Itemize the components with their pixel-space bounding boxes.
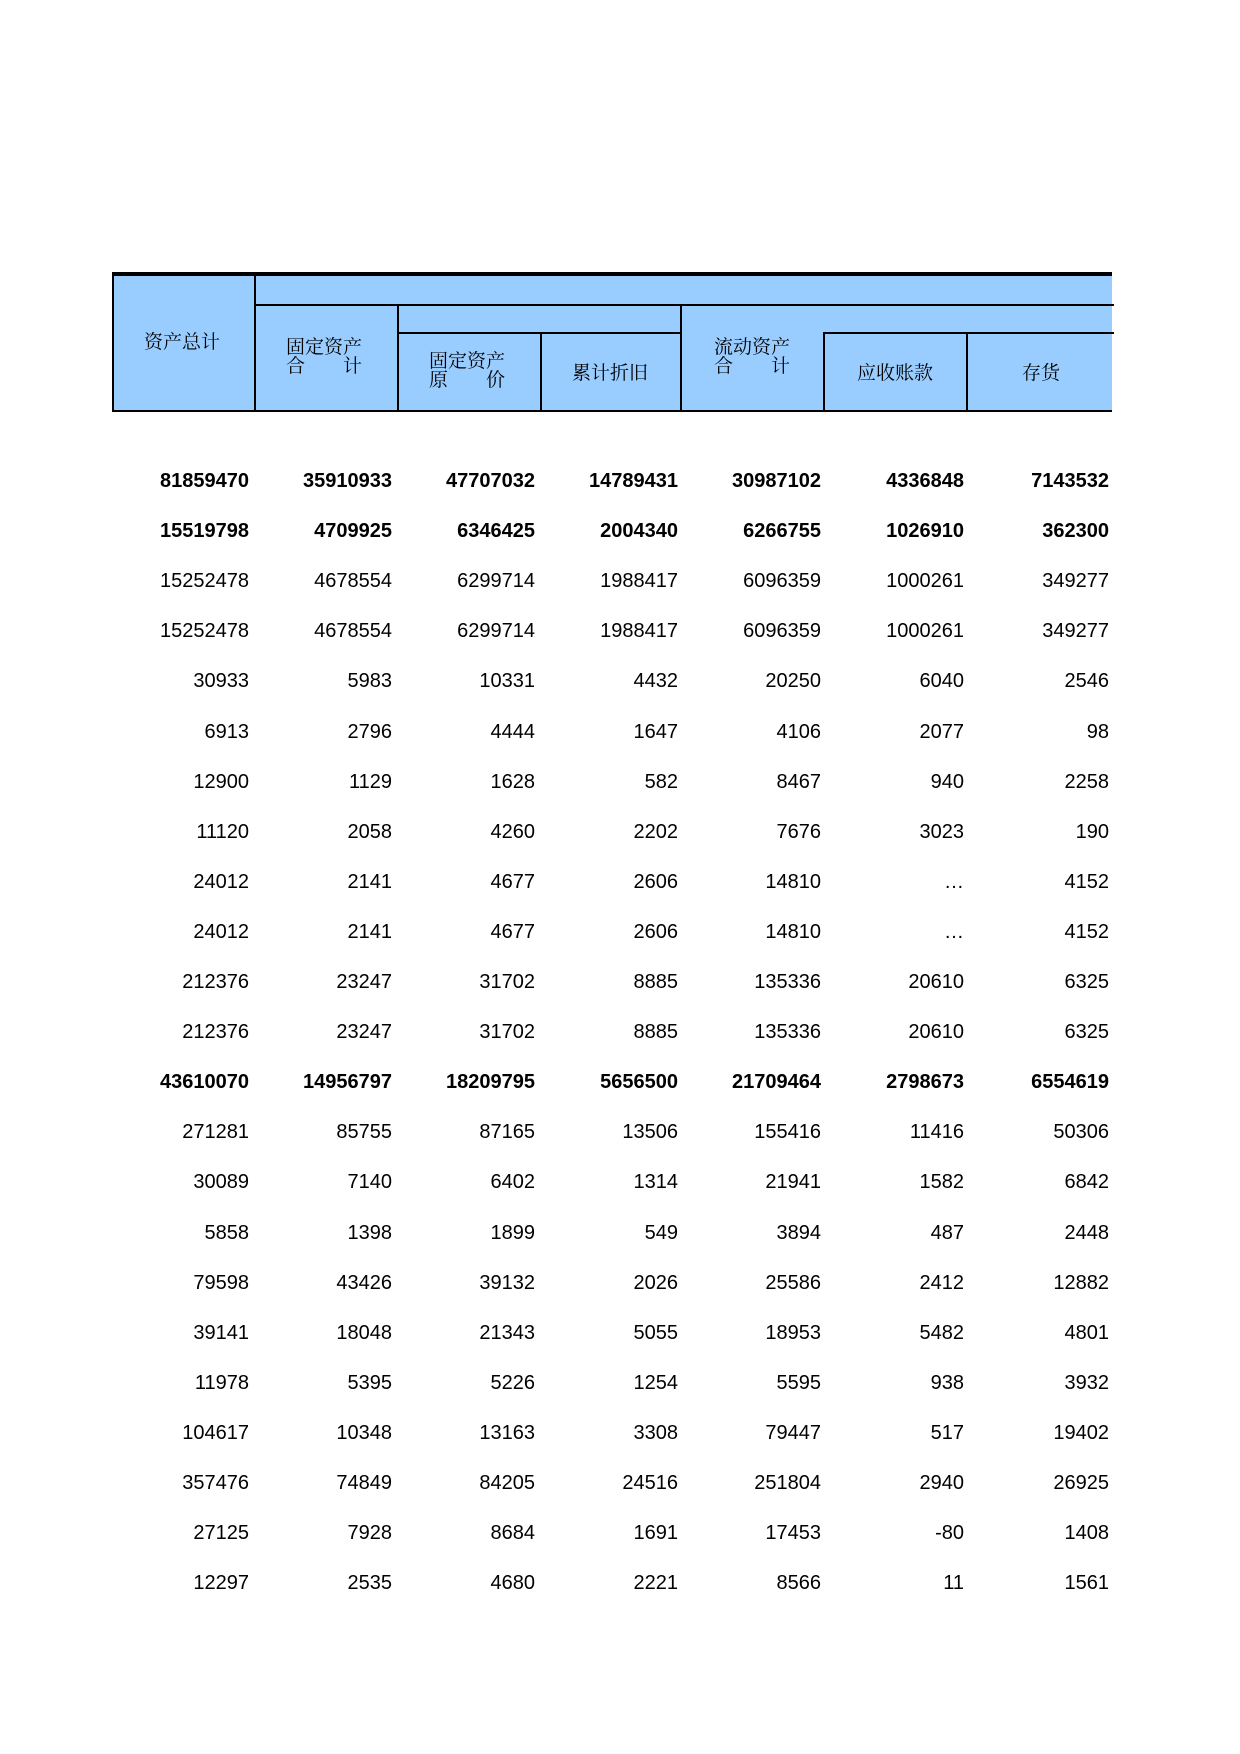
cell-accounts-receivable: 1000261 xyxy=(886,570,964,593)
cell-fixed-assets-original: 4444 xyxy=(490,720,535,743)
cell-inventory: 349277 xyxy=(1042,620,1109,643)
table-row xyxy=(112,506,1112,556)
cell-accounts-receivable: -80 xyxy=(935,1522,964,1545)
cell-current-assets-total: 14810 xyxy=(765,870,821,893)
cell-accounts-receivable: 487 xyxy=(930,1221,964,1244)
cell-accumulated-depreciation: 1314 xyxy=(633,1171,678,1194)
table-row xyxy=(112,1308,1112,1358)
cell-accounts-receivable: … xyxy=(944,920,964,943)
cell-fixed-assets-total: 2141 xyxy=(347,870,392,893)
header-inventory: 存货 xyxy=(1022,362,1061,384)
table-row xyxy=(112,1157,1112,1207)
cell-fixed-assets-total: 23247 xyxy=(336,971,392,993)
cell-accumulated-depreciation: 2221 xyxy=(633,1572,678,1595)
header-current-assets-total-line1: 流动资产 xyxy=(714,336,791,358)
cell-current-assets-total: 4106 xyxy=(776,720,821,743)
cell-total-assets: 104617 xyxy=(182,1421,249,1444)
cell-total-assets: 6913 xyxy=(204,720,249,743)
cell-accounts-receivable: 517 xyxy=(930,1421,964,1444)
cell-fixed-assets-total: 7928 xyxy=(347,1522,392,1545)
cell-total-assets: 30933 xyxy=(193,670,249,693)
cell-accounts-receivable: 2412 xyxy=(919,1271,964,1294)
table-row xyxy=(112,656,1112,706)
cell-current-assets-total: 6096359 xyxy=(743,620,821,643)
table-row xyxy=(112,707,1112,757)
cell-current-assets-total: 7676 xyxy=(776,820,821,843)
table-row xyxy=(112,907,1112,957)
cell-accumulated-depreciation: 5656500 xyxy=(600,1071,678,1094)
cell-total-assets: 39141 xyxy=(193,1321,249,1344)
table-header xyxy=(112,272,1112,412)
cell-current-assets-total: 135336 xyxy=(754,1021,821,1044)
cell-fixed-assets-total: 14956797 xyxy=(303,1071,392,1094)
header-fixed-assets-original-line2: 原 价 xyxy=(429,369,506,391)
cell-fixed-assets-original: 6299714 xyxy=(457,620,535,643)
table-row xyxy=(112,1208,1112,1258)
cell-fixed-assets-total: 5395 xyxy=(347,1371,392,1394)
cell-accumulated-depreciation: 5055 xyxy=(633,1321,678,1344)
cell-accounts-receivable: 4336848 xyxy=(886,470,964,492)
header-accounts-receivable: 应收账款 xyxy=(857,362,934,384)
cell-inventory: 19402 xyxy=(1053,1421,1109,1444)
header-divider xyxy=(823,334,825,410)
cell-accumulated-depreciation: 3308 xyxy=(633,1421,678,1444)
cell-accounts-receivable: 20610 xyxy=(908,971,964,993)
cell-current-assets-total: 17453 xyxy=(765,1522,821,1545)
table-row xyxy=(112,1408,1112,1458)
cell-fixed-assets-total: 74849 xyxy=(336,1472,392,1494)
cell-accumulated-depreciation: 1647 xyxy=(633,720,678,743)
cell-fixed-assets-original: 13163 xyxy=(479,1421,535,1444)
cell-current-assets-total: 25586 xyxy=(765,1271,821,1294)
cell-current-assets-total: 30987102 xyxy=(732,470,821,492)
cell-inventory: 190 xyxy=(1075,820,1109,843)
cell-total-assets: 43610070 xyxy=(160,1071,249,1094)
cell-fixed-assets-original: 5226 xyxy=(490,1371,535,1394)
cell-current-assets-total: 6266755 xyxy=(743,520,821,543)
cell-current-assets-total: 3894 xyxy=(776,1221,821,1244)
cell-accumulated-depreciation: 13506 xyxy=(622,1121,678,1144)
table-row xyxy=(112,857,1112,907)
cell-accounts-receivable: 1026910 xyxy=(886,520,964,543)
table-row xyxy=(112,1258,1112,1308)
cell-fixed-assets-original: 87165 xyxy=(479,1121,535,1144)
cell-fixed-assets-total: 23247 xyxy=(336,1021,392,1044)
cell-inventory: 3932 xyxy=(1064,1371,1109,1394)
cell-accounts-receivable: … xyxy=(944,870,964,893)
header-current-assets-total-line2: 合 计 xyxy=(714,355,791,377)
cell-fixed-assets-original: 18209795 xyxy=(446,1071,535,1094)
cell-total-assets: 212376 xyxy=(182,1021,249,1044)
cell-fixed-assets-total: 2141 xyxy=(347,920,392,943)
cell-current-assets-total: 8566 xyxy=(776,1572,821,1595)
cell-fixed-assets-total: 4709925 xyxy=(314,520,392,543)
cell-total-assets: 27125 xyxy=(193,1522,249,1545)
header-current-assets-total xyxy=(714,338,790,376)
cell-fixed-assets-original: 31702 xyxy=(479,1021,535,1044)
cell-accounts-receivable: 3023 xyxy=(919,820,964,843)
table-row xyxy=(112,1558,1112,1608)
cell-current-assets-total: 5595 xyxy=(776,1371,821,1394)
cell-total-assets: 79598 xyxy=(193,1271,249,1294)
cell-fixed-assets-total: 4678554 xyxy=(314,620,392,643)
cell-current-assets-total: 251804 xyxy=(754,1472,821,1494)
cell-fixed-assets-original: 31702 xyxy=(479,971,535,993)
cell-total-assets: 357476 xyxy=(182,1472,249,1494)
cell-accumulated-depreciation: 8885 xyxy=(633,1021,678,1044)
cell-accounts-receivable: 1582 xyxy=(919,1171,964,1194)
table-row xyxy=(112,957,1112,1007)
cell-current-assets-total: 21709464 xyxy=(732,1071,821,1094)
cell-total-assets: 212376 xyxy=(182,971,249,993)
cell-fixed-assets-total: 43426 xyxy=(336,1271,392,1294)
cell-current-assets-total: 8467 xyxy=(776,770,821,793)
cell-total-assets: 30089 xyxy=(193,1171,249,1194)
cell-accounts-receivable: 2940 xyxy=(919,1472,964,1494)
cell-inventory: 4152 xyxy=(1064,920,1109,943)
cell-accumulated-depreciation: 2606 xyxy=(633,920,678,943)
cell-accounts-receivable: 5482 xyxy=(919,1321,964,1344)
cell-accounts-receivable: 6040 xyxy=(919,670,964,693)
header-fixed-assets-total-line2: 合 计 xyxy=(286,355,363,377)
header-divider xyxy=(254,276,256,410)
cell-inventory: 2448 xyxy=(1064,1221,1109,1244)
header-fixed-assets-original xyxy=(429,352,505,390)
cell-fixed-assets-total: 2535 xyxy=(347,1572,392,1595)
cell-accumulated-depreciation: 2202 xyxy=(633,820,678,843)
header-total-assets: 资产总计 xyxy=(144,331,221,353)
balance-sheet-table xyxy=(112,272,1112,1595)
cell-accounts-receivable: 11416 xyxy=(909,1121,964,1144)
cell-fixed-assets-total: 35910933 xyxy=(303,470,392,492)
cell-total-assets: 24012 xyxy=(193,870,249,893)
cell-inventory: 6554619 xyxy=(1031,1071,1109,1094)
cell-accumulated-depreciation: 2026 xyxy=(633,1271,678,1294)
cell-accounts-receivable: 11 xyxy=(943,1572,964,1595)
cell-inventory: 349277 xyxy=(1042,570,1109,593)
table-row xyxy=(112,1358,1112,1408)
cell-inventory: 12882 xyxy=(1053,1271,1109,1294)
cell-fixed-assets-total: 7140 xyxy=(347,1171,392,1194)
cell-fixed-assets-total: 10348 xyxy=(336,1421,392,1444)
cell-inventory: 26925 xyxy=(1053,1472,1109,1494)
cell-current-assets-total: 21941 xyxy=(765,1171,821,1194)
table-row xyxy=(112,807,1112,857)
cell-inventory: 7143532 xyxy=(1031,470,1109,492)
cell-accumulated-depreciation: 2606 xyxy=(633,870,678,893)
table-row xyxy=(112,1057,1112,1107)
table-row xyxy=(112,1107,1112,1157)
cell-fixed-assets-original: 6299714 xyxy=(457,570,535,593)
table-row xyxy=(112,456,1112,506)
header-divider xyxy=(540,334,542,410)
cell-total-assets: 12297 xyxy=(193,1572,249,1595)
cell-fixed-assets-original: 4677 xyxy=(490,920,535,943)
cell-fixed-assets-original: 4260 xyxy=(490,820,535,843)
header-divider xyxy=(397,306,399,410)
cell-fixed-assets-original: 47707032 xyxy=(446,470,535,492)
cell-accumulated-depreciation: 2004340 xyxy=(600,520,678,543)
table-row xyxy=(112,757,1112,807)
cell-fixed-assets-total: 1129 xyxy=(348,770,392,793)
header-fixed-assets-total-line1: 固定资产 xyxy=(286,336,363,358)
cell-inventory: 4801 xyxy=(1064,1321,1109,1344)
cell-accumulated-depreciation: 1691 xyxy=(633,1522,678,1545)
cell-total-assets: 271281 xyxy=(182,1121,249,1144)
cell-accumulated-depreciation: 1254 xyxy=(633,1371,678,1394)
cell-inventory: 6325 xyxy=(1064,1021,1109,1044)
cell-accumulated-depreciation: 1988417 xyxy=(600,620,678,643)
header-divider xyxy=(966,334,968,410)
cell-inventory: 98 xyxy=(1086,720,1109,743)
cell-total-assets: 11978 xyxy=(194,1371,249,1394)
cell-total-assets: 5858 xyxy=(204,1221,249,1244)
cell-current-assets-total: 14810 xyxy=(765,920,821,943)
cell-fixed-assets-original: 4677 xyxy=(490,870,535,893)
table-row xyxy=(112,556,1112,606)
cell-total-assets: 15252478 xyxy=(160,620,249,643)
cell-inventory: 1561 xyxy=(1064,1572,1109,1595)
cell-current-assets-total: 18953 xyxy=(765,1321,821,1344)
cell-inventory: 50306 xyxy=(1053,1121,1109,1144)
cell-inventory: 6842 xyxy=(1064,1171,1109,1194)
cell-fixed-assets-original: 84205 xyxy=(479,1472,535,1494)
cell-current-assets-total: 135336 xyxy=(754,971,821,993)
cell-total-assets: 24012 xyxy=(193,920,249,943)
cell-fixed-assets-total: 18048 xyxy=(336,1321,392,1344)
cell-accounts-receivable: 1000261 xyxy=(886,620,964,643)
cell-total-assets: 81859470 xyxy=(160,470,249,492)
cell-current-assets-total: 79447 xyxy=(765,1421,821,1444)
cell-accumulated-depreciation: 582 xyxy=(644,770,678,793)
cell-current-assets-total: 155416 xyxy=(754,1121,821,1144)
cell-total-assets: 11120 xyxy=(196,820,249,843)
cell-accounts-receivable: 938 xyxy=(930,1371,964,1394)
cell-accounts-receivable: 2798673 xyxy=(886,1071,964,1094)
cell-fixed-assets-total: 4678554 xyxy=(314,570,392,593)
table-row xyxy=(112,606,1112,656)
cell-inventory: 6325 xyxy=(1064,971,1109,993)
cell-total-assets: 12900 xyxy=(193,770,249,793)
cell-total-assets: 15252478 xyxy=(160,570,249,593)
cell-fixed-assets-original: 1628 xyxy=(490,770,535,793)
cell-inventory: 4152 xyxy=(1064,870,1109,893)
cell-fixed-assets-total: 2796 xyxy=(347,720,392,743)
cell-accumulated-depreciation: 8885 xyxy=(633,971,678,993)
table-row xyxy=(112,1458,1112,1508)
cell-inventory: 1408 xyxy=(1064,1522,1109,1545)
cell-fixed-assets-original: 10331 xyxy=(479,670,535,693)
header-fixed-assets-total xyxy=(286,338,362,376)
cell-fixed-assets-total: 1398 xyxy=(347,1221,392,1244)
cell-accounts-receivable: 2077 xyxy=(919,720,964,743)
cell-inventory: 362300 xyxy=(1042,520,1109,543)
cell-total-assets: 15519798 xyxy=(160,520,249,543)
header-accumulated-depreciation: 累计折旧 xyxy=(572,362,649,384)
cell-current-assets-total: 20250 xyxy=(765,670,821,693)
cell-fixed-assets-original: 4680 xyxy=(490,1572,535,1595)
cell-accumulated-depreciation: 1988417 xyxy=(600,570,678,593)
table-row xyxy=(112,1508,1112,1558)
cell-accumulated-depreciation: 24516 xyxy=(622,1472,678,1494)
cell-fixed-assets-original: 1899 xyxy=(490,1221,535,1244)
cell-accounts-receivable: 20610 xyxy=(908,1021,964,1044)
cell-fixed-assets-total: 5983 xyxy=(347,670,392,693)
cell-inventory: 2546 xyxy=(1064,670,1109,693)
cell-accounts-receivable: 940 xyxy=(930,770,964,793)
cell-fixed-assets-original: 6402 xyxy=(490,1171,535,1194)
cell-fixed-assets-original: 8684 xyxy=(490,1522,535,1545)
header-fixed-assets-original-line1: 固定资产 xyxy=(429,350,506,372)
header-divider xyxy=(823,332,1114,334)
cell-fixed-assets-original: 6346425 xyxy=(457,520,535,543)
cell-inventory: 2258 xyxy=(1064,770,1109,793)
cell-fixed-assets-total: 2058 xyxy=(347,820,392,843)
cell-accumulated-depreciation: 549 xyxy=(644,1221,678,1244)
cell-fixed-assets-original: 21343 xyxy=(479,1321,535,1344)
header-divider xyxy=(254,304,1114,306)
cell-fixed-assets-original: 39132 xyxy=(479,1271,535,1294)
cell-accumulated-depreciation: 4432 xyxy=(633,670,678,693)
header-divider xyxy=(680,306,682,410)
cell-accumulated-depreciation: 14789431 xyxy=(589,470,678,492)
cell-fixed-assets-total: 85755 xyxy=(336,1121,392,1144)
cell-current-assets-total: 6096359 xyxy=(743,570,821,593)
table-row xyxy=(112,1007,1112,1057)
